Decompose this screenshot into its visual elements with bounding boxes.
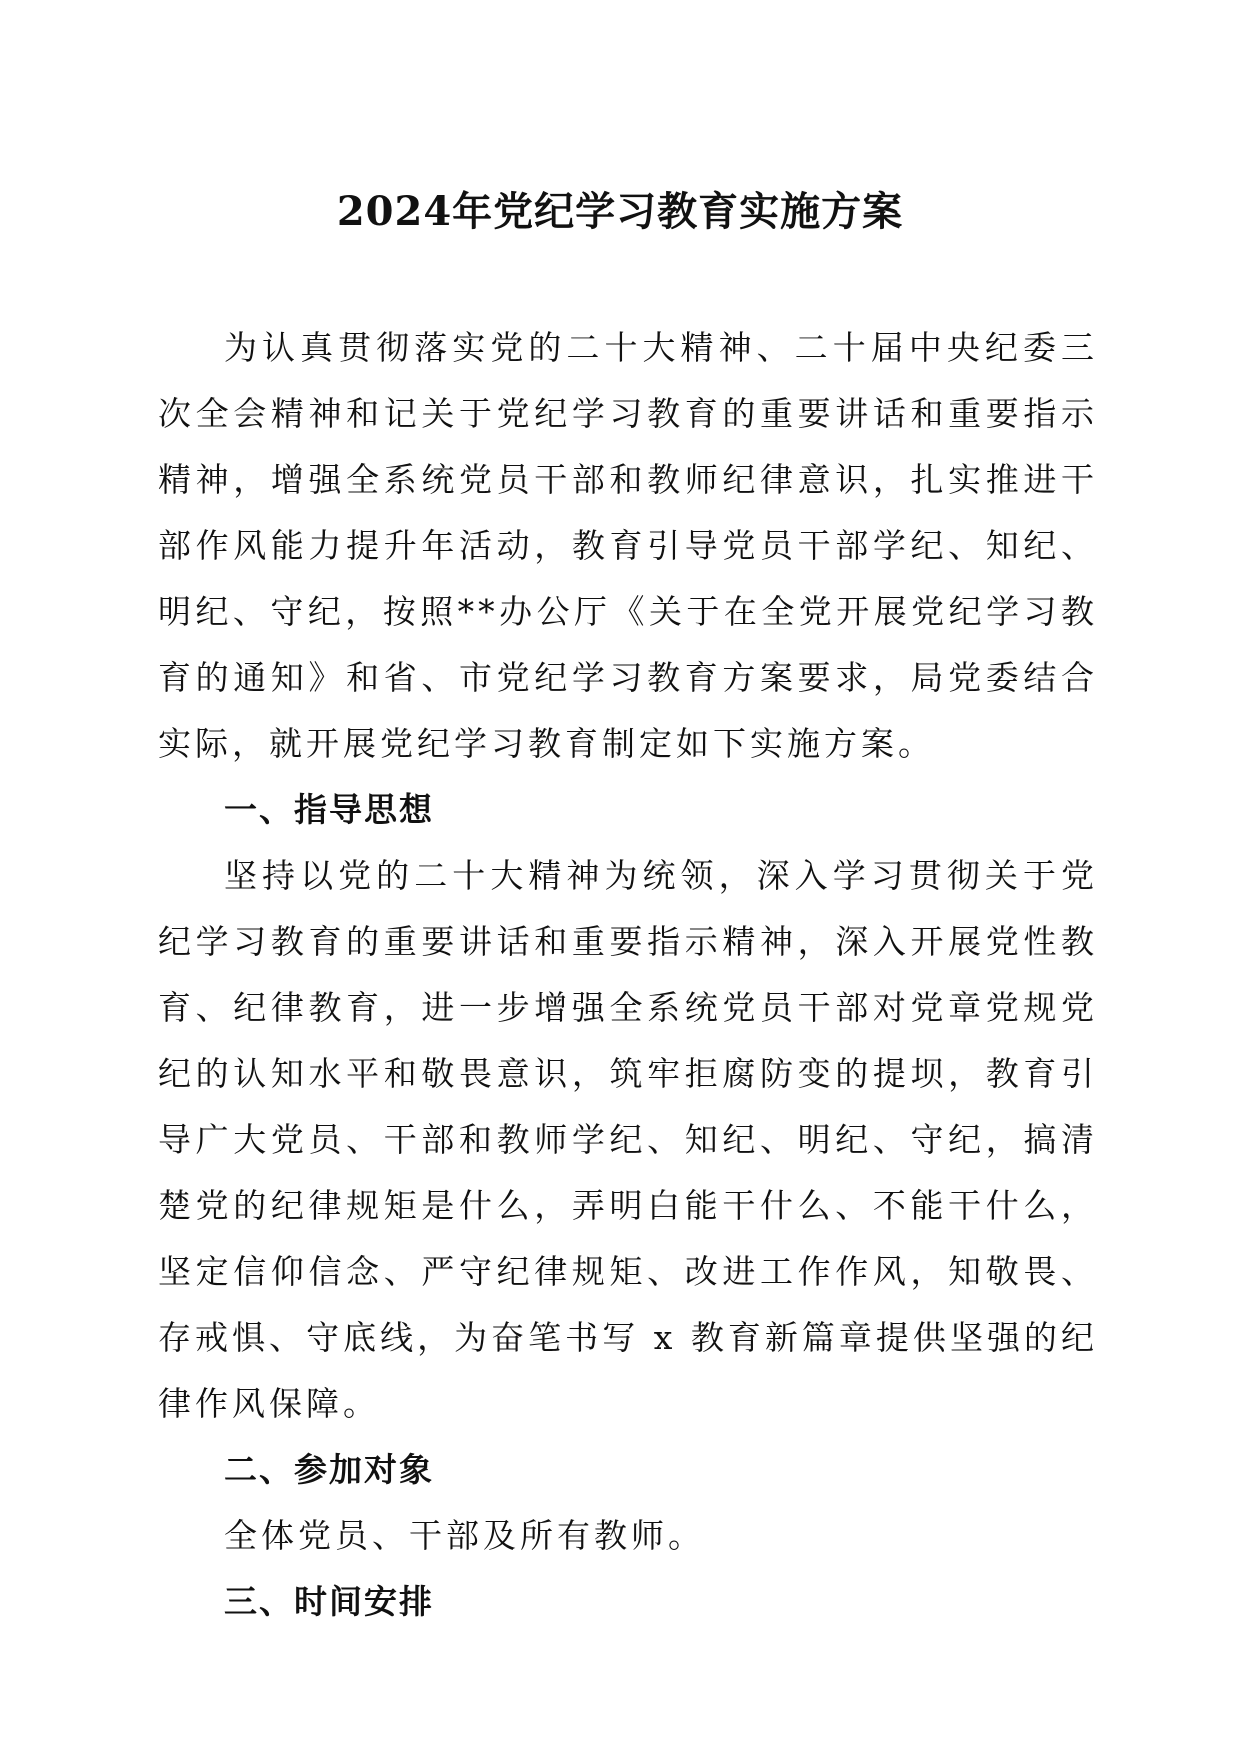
section-heading-guiding-thought: 一、指导思想 xyxy=(224,790,434,829)
section-paragraph-participants: 全体党员、干部及所有教师。 xyxy=(224,1516,705,1555)
section-heading-participants: 二、参加对象 xyxy=(224,1450,434,1489)
section-heading-schedule: 三、时间安排 xyxy=(224,1582,434,1621)
section-paragraph-guiding-thought: 坚持以党的二十大精神为统领，深入学习贯彻关于党纪学习教育的重要讲话和重要指示精神，深入开展党性教育、纪律教育，进一步增强全系统党员干部对党章党规党纪的认知水平和敬畏意识，筑牢拒腐防变的提坝，教育引导广大党员、干部和教师学纪、知纪、明纪、守纪，搞清楚党的纪律规矩是什么，弄明白能干什么、不能干什么，坚定信仰信念、严守纪律规矩、改进工作作风，知敬畏、存戒惧、守底线，为奋笔书写 x 教育新篇章提供坚强的纪律作风保障。 xyxy=(158,856,1098,1423)
document-title: 2024年党纪学习教育实施方案 xyxy=(336,188,904,235)
intro-paragraph: 为认真贯彻落实党的二十大精神、二十届中央纪委三次全会精神和记关于党纪学习教育的重要讲话和重要指示精神，增强全系统党员干部和教师纪律意识，扎实推进干部作风能力提升年活动，教育引导党员干部学纪、知纪、明纪、守纪，按照**办公厅《关于在全党开展党纪学习教育的通知》和省、市党纪学习教育方案要求，局党委结合实际，就开展党纪学习教育制定如下实施方案。 xyxy=(158,328,1098,763)
document-body xyxy=(158,315,1098,1635)
